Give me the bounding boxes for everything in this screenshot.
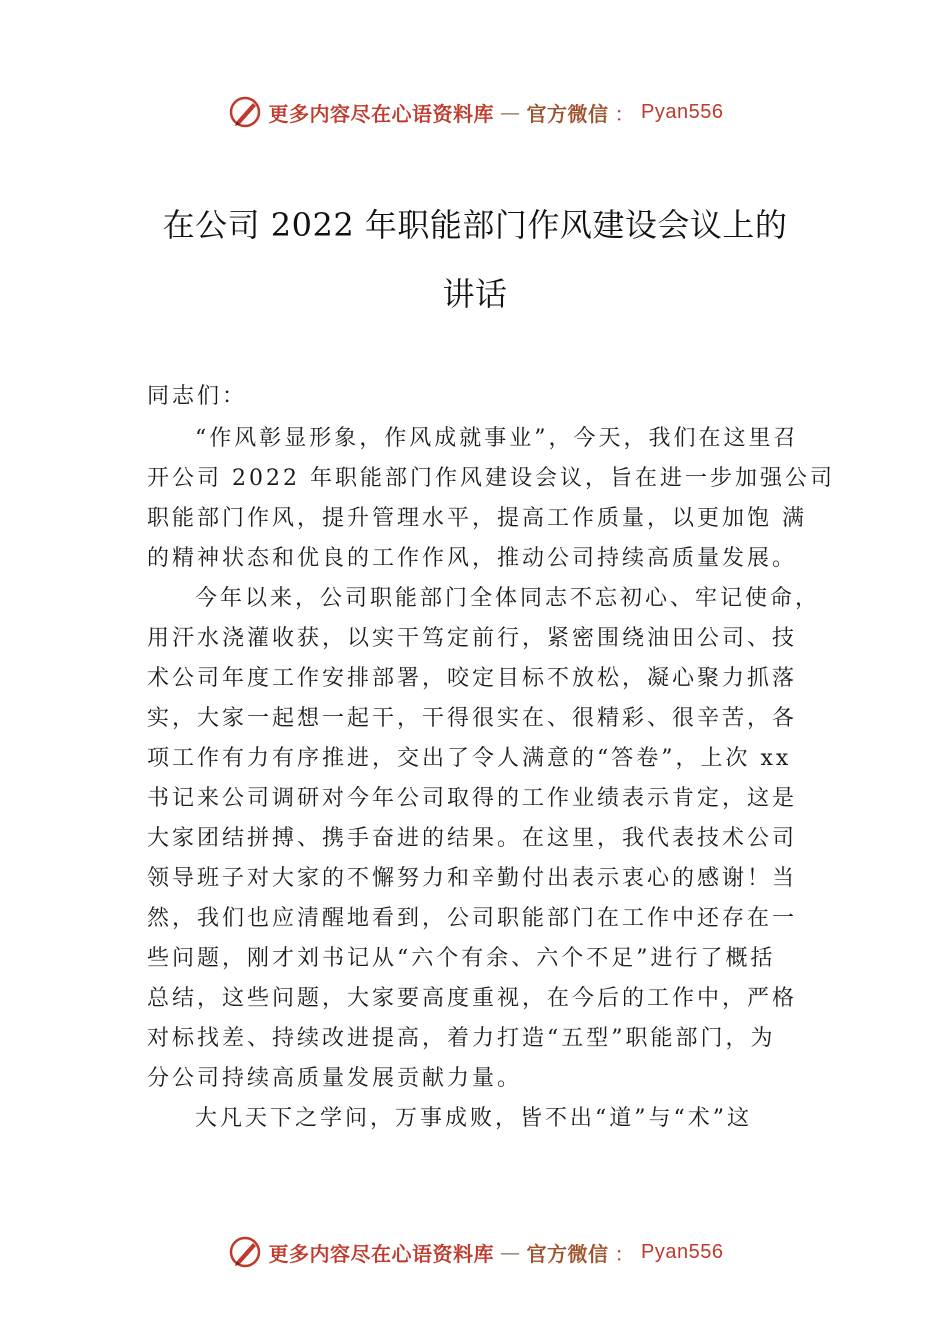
body-line: 用汗水浇灌收获，以实干笃定前行，紧密围绕油田公司、技 xyxy=(147,626,798,651)
body-line: 职能部门作风，提升管理水平，提高工作质量，以更加饱 满 xyxy=(147,506,807,531)
body-line: 的精神状态和优良的工作作风，推动公司持续高质量发展。 xyxy=(147,546,798,571)
watermark-slogan: 更多内容尽在心语资料库 xyxy=(268,101,495,126)
salutation: 同志们： xyxy=(147,384,248,409)
body-line: 领导班子对大家的不懈努力和辛勤付出表示衷心的感谢！当 xyxy=(147,866,798,891)
document-title-line2: 讲话 xyxy=(442,275,508,313)
pen-logo-icon xyxy=(227,1234,263,1270)
body-line: 开公司 2022 年职能部门作风建设会议，旨在进一步加强公司 xyxy=(147,466,835,491)
body-line: “作风彰显形象，作风成就事业”，今天，我们在这里召 xyxy=(195,426,799,451)
body-line: 实，大家一起想一起干，干得很实在、很精彩、很辛苦，各 xyxy=(147,706,798,731)
watermark-dash: — xyxy=(500,1240,521,1264)
footer-watermark xyxy=(0,1232,950,1272)
body-line: 项工作有力有序推进，交出了令人满意的“答卷”，上次 xx xyxy=(147,746,792,771)
body-line: 大家团结拼搏、携手奋进的结果。在这里，我代表技术公司 xyxy=(147,826,798,851)
body-line: 些问题，刚才刘书记从“六个有余、六个不足”进行了概括 xyxy=(147,946,776,971)
watermark-colon: ： xyxy=(614,101,636,126)
pen-logo-icon xyxy=(227,94,263,130)
watermark-slogan: 更多内容尽在心语资料库 xyxy=(268,1241,495,1266)
body-line: 术公司年度工作安排部署，咬定目标不放松，凝心聚力抓落 xyxy=(147,666,798,691)
body-line: 分公司持续高质量发展贡献力量。 xyxy=(147,1066,523,1091)
watermark-dash: — xyxy=(500,100,521,124)
watermark-wechat-label: 官方微信 xyxy=(526,101,609,126)
body-line: 大凡天下之学问，万事成败，皆不出“道”与“术”这 xyxy=(195,1106,752,1131)
watermark-wechat-id: Pyan556 xyxy=(641,100,724,123)
document-title-line1: 在公司 2022 年职能部门作风建设会议上的 xyxy=(162,206,788,244)
watermark-colon: ： xyxy=(614,1241,636,1266)
body-line: 今年以来，公司职能部门全体同志不忘初心、牢记使命， xyxy=(195,586,821,611)
header-watermark xyxy=(0,92,950,132)
body-line: 然，我们也应清醒地看到，公司职能部门在工作中还存在一 xyxy=(147,906,798,931)
watermark-wechat-label: 官方微信 xyxy=(526,1241,609,1266)
body-line: 总结，这些问题，大家要高度重视，在今后的工作中，严格 xyxy=(147,986,798,1011)
body-line: 对标找差、持续改进提高，着力打造“五型”职能部门，为 xyxy=(147,1026,776,1051)
body-line: 书记来公司调研对今年公司取得的工作业绩表示肯定，这是 xyxy=(147,786,798,811)
watermark-wechat-id: Pyan556 xyxy=(641,1240,724,1263)
